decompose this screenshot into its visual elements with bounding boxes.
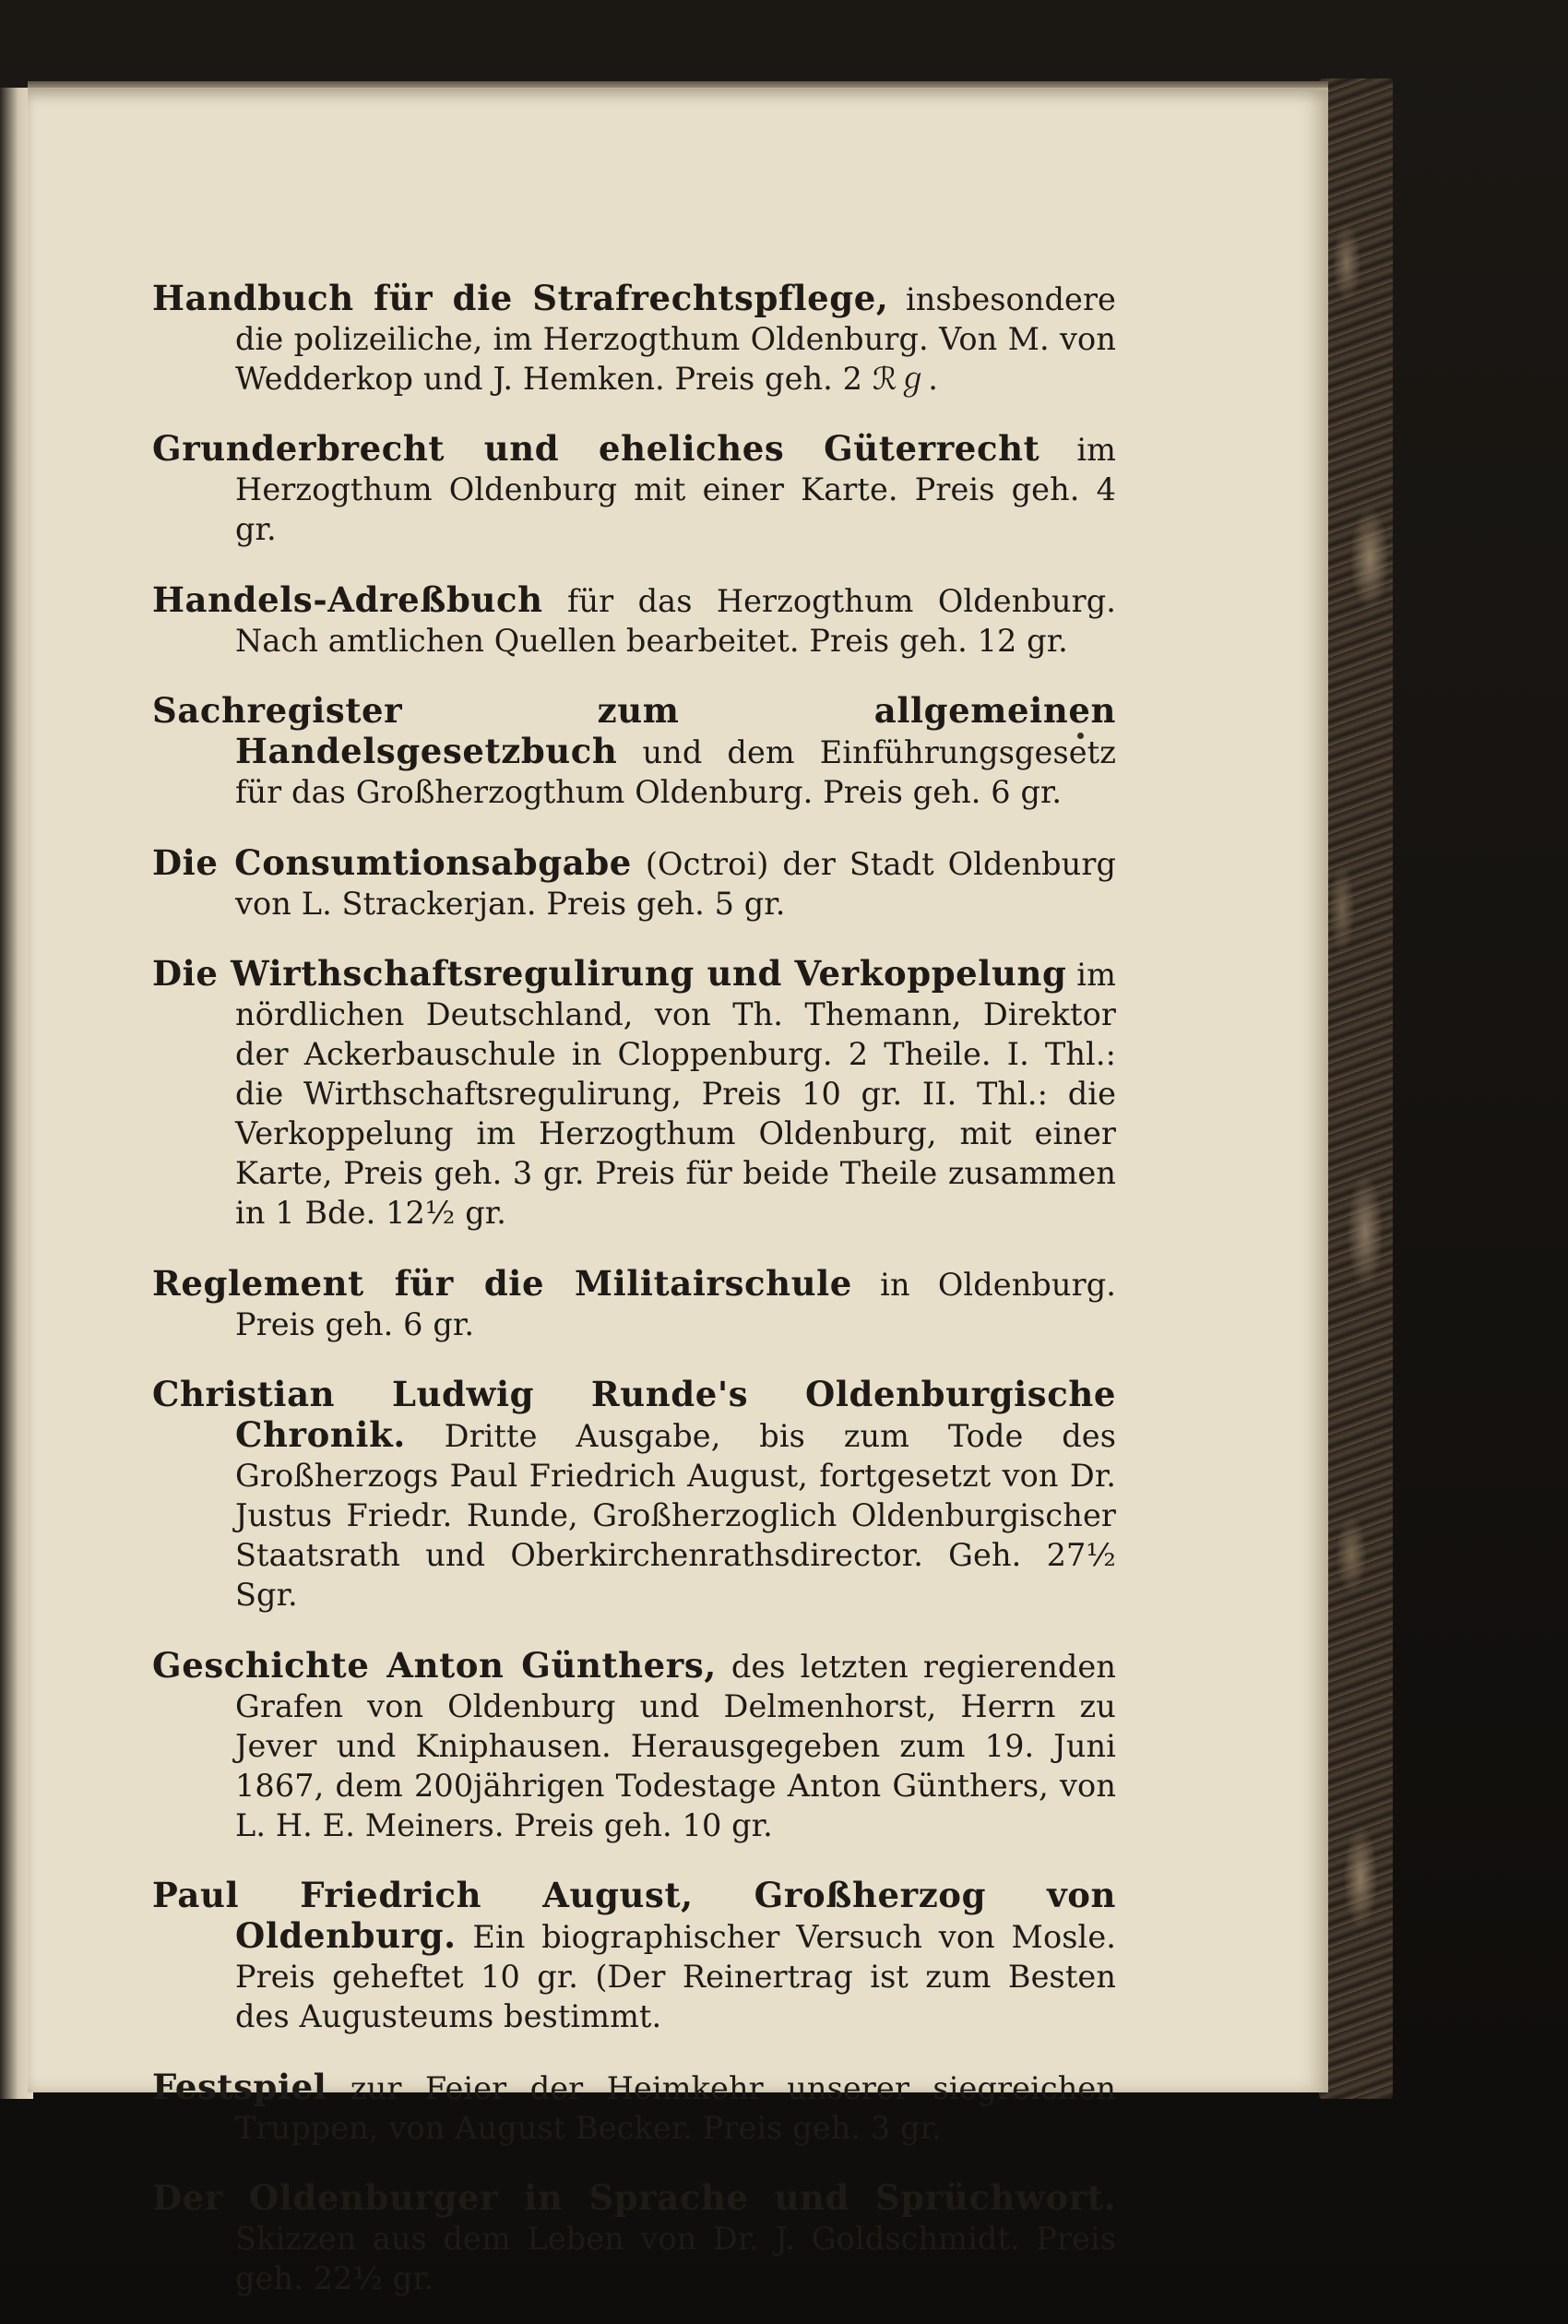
entry-text: (Octroi) der Stadt Oldenburg von L. Strackerjan. Preis geh. 5 gr. [235,845,1117,922]
entry-title: Die Consumtionsabgabe [152,841,632,883]
catalog-entry [152,691,1116,812]
catalog-entry [152,429,1116,549]
entry-title: Der Oldenburger in Sprache und Sprüchwort. [152,2177,1116,2218]
entry-title: Handels-Adreßbuch [152,578,543,620]
entry-text: insbesondere die polizeiliche, im Herzogthum Oldenburg. Von M. von Wedderkop und J. Hemken. Preis geh. 2 ℛℊ. [235,280,1116,397]
marbled-book-edge [1319,78,1393,2099]
entry-text: im nördlichen Deutschland, von Th. Themann, Direktor der Ackerbauschule in Cloppenburg. 2 Theile. I. Thl.: die Wirthschaftsregulirung, Preis 10 gr. II. Thl.: die Verkoppelung im Herzogthum Oldenburg, mit einer Karte, Preis geh. 3 gr. Preis für beide Theile zusammen in 1 Bde. 12½ gr. [235,957,1116,1231]
catalog-entry [152,580,1116,661]
entry-title: Reglement für die Militairschule [152,1262,852,1304]
entry-text: des letzten regierenden Grafen von Oldenburg und Delmenhorst, Herrn zu Jever und Kniphausen. Herausgegeben zum 19. Juni 1867, dem 200jährigen Todestage Anton Günthers, von L. H. E. Meiners. Preis geh. 10 gr. [235,1648,1117,1843]
entry-text: zur Feier der Heimkehr unserer siegreichen Truppen, von August Becker. Preis geh. 3 gr. [235,2069,1116,2146]
catalog-list [152,247,1116,2307]
entry-text: Dritte Ausgabe, bis zum Tode des Großherzogs Paul Friedrich August, fortgesetzt von Dr. Justus Friedr. Runde, Großherzoglich Oldenburgischer Staatsrath und Oberkirchenrathsdirector. Geh. 27½ Sgr. [235,1418,1116,1613]
catalog-entry [152,1646,1116,1845]
entry-title: Christian Ludwig Runde's Oldenburgische Chronik. [152,1374,1116,1455]
entry-text: für das Herzogthum Oldenburg. Nach amtlichen Quellen bearbeitet. Preis geh. 12 gr. [235,582,1116,659]
catalog-entry [152,2068,1116,2148]
catalog-entry [152,954,1116,1233]
entry-title: Grunderbrecht und eheliches Güterrecht [152,428,1040,469]
entry-title: Die Wirthschaftsregulirung und Verkoppelung [152,953,1067,994]
catalog-entry [152,2178,1116,2298]
catalog-entry [152,1375,1116,1615]
entry-title: Geschichte Anton Günthers, [152,1644,717,1686]
entry-title: Festspiel [152,2066,327,2107]
entry-text: im Herzogthum Oldenburg mit einer Karte. Preis geh. 4 gr. [235,432,1116,547]
entry-title: Handbuch für die Strafrechtspflege, [152,277,889,318]
entry-title: Sachregister zum allgemeinen Handelsgesetzbuch [152,690,1116,771]
catalog-entry [152,1264,1116,1344]
catalog-entry [152,279,1116,399]
entry-text: in Oldenburg. Preis geh. 6 gr. [235,1266,1116,1342]
catalog-entry [152,1876,1116,2036]
catalog-entry [152,843,1116,924]
entry-text: Ein biographischer Versuch von Mosle. Preis geheftet 10 gr. (Der Reinertrag ist zum Besten des Augusteums bestimmt. [235,1919,1116,2034]
entry-title: Paul Friedrich August, Großherzog von Oldenburg. [152,1875,1116,1956]
entry-text: und dem Einführungsgesetz für das Großherzogthum Oldenburg. Preis geh. 6 gr. [235,734,1116,810]
entry-text: Skizzen aus dem Leben von Dr. J. Goldschmidt. Preis geh. 22½ gr. [235,2221,1116,2296]
